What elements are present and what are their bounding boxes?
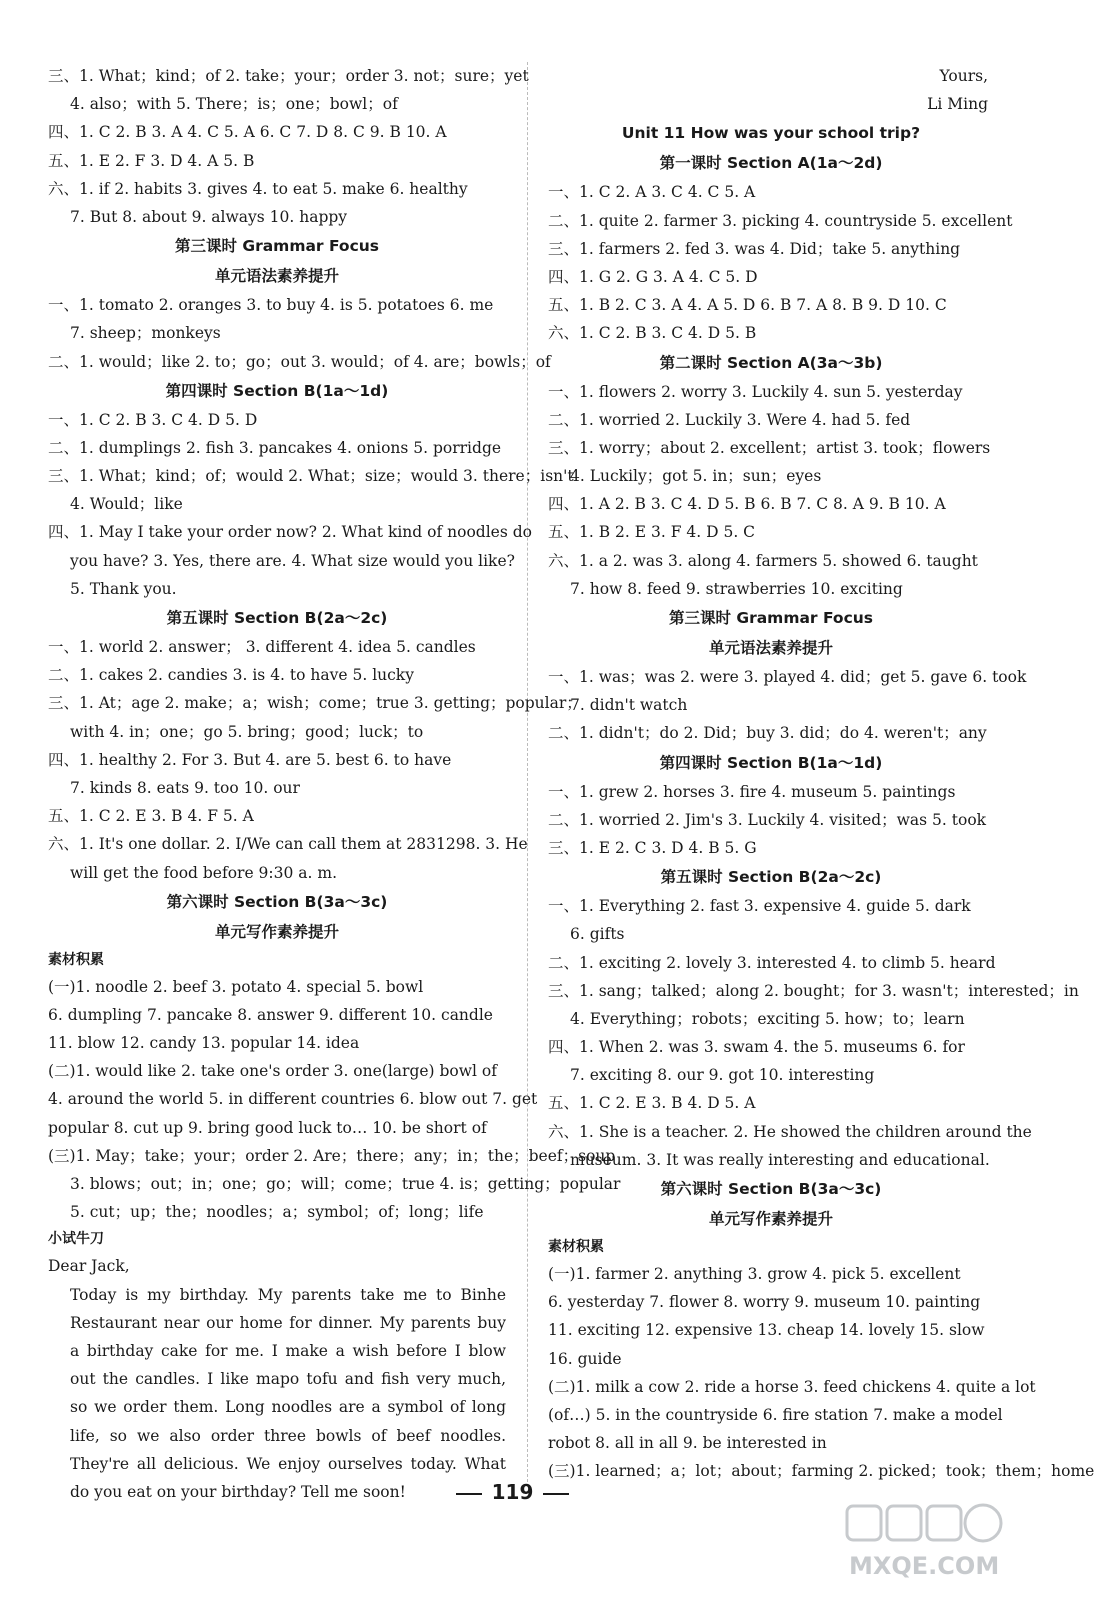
section-heading: 单元语法素养提升: [708, 639, 833, 657]
answer-line: 一、1. world 2. answer； 3. different 4. idea 5. candles: [48, 638, 476, 656]
answer-line: 16. guide: [548, 1349, 622, 1368]
answer-line: 一、1. C 2. B 3. C 4. D 5. D: [48, 410, 258, 429]
answer-line: 4. around the world 5. in different countries 6. blow out 7. get: [48, 1090, 538, 1109]
subheading: 素材积累: [548, 1239, 604, 1255]
section-heading: 第二课时 Section A(3a～3b): [659, 353, 883, 372]
answer-line: 五、1. C 2. E 3. B 4. D 5. A: [548, 1094, 756, 1113]
answer-line: 六、1. C 2. B 3. C 4. D 5. B: [548, 324, 757, 343]
answer-line: 7. didn't watch: [570, 696, 688, 715]
subheading: 小试牛刀: [48, 1231, 104, 1248]
answer-line: 7. how 8. feed 9. strawberries 10. exciting: [570, 579, 903, 598]
answer-line: museum. 3. It was really interesting and educational.: [570, 1150, 990, 1169]
answer-line: 五、1. B 2. E 3. F 4. D 5. C: [548, 523, 756, 542]
section-heading: 单元写作素养提升: [214, 922, 339, 941]
answer-line: 7. kinds 8. eats 9. too 10. our: [70, 778, 300, 797]
answer-line: 五、1. E 2. F 3. D 4. A 5. B: [48, 151, 255, 170]
section-heading: 第三课时 Grammar Focus: [174, 237, 380, 256]
answer-line: 6. dumpling 7. pancake 8. answer 9. different 10. candle: [48, 1005, 493, 1024]
page-number-dash-left: [456, 1493, 482, 1495]
section-heading: 第六课时 Section B(3a～3c): [166, 892, 388, 911]
answer-line: 4. also；with 5. There；is；one；bowl；of: [70, 95, 398, 114]
section-heading: 第四课时 Section B(1a～1d): [165, 381, 389, 400]
answer-line: with 4. in；one；go 5. bring；good；luck；to: [70, 722, 424, 741]
answer-line: 四、1. When 2. was 3. swam 4. the 5. museums 6. for: [548, 1038, 965, 1057]
answer-line: 一、1. flowers 2. worry 3. Luckily 4. sun 5. yesterday: [548, 382, 963, 401]
answer-line: Li Ming: [927, 95, 988, 114]
answer-line: will get the food before 9:30 a. m.: [70, 863, 338, 882]
answer-line: 6. gifts: [570, 925, 625, 944]
subheading: 素材积累: [48, 951, 104, 968]
answer-line: 六、1. if 2. habits 3. gives 4. to eat 5. make 6. healthy: [48, 179, 468, 198]
answer-line: 六、1. She is a teacher. 2. He showed the children around the: [548, 1122, 1032, 1141]
answer-line: (三)1. learned；a；lot；about；farming 2. picked；took；them；home: [548, 1462, 1094, 1481]
answer-line: 4. Everything；robots；exciting 5. how；to；learn: [570, 1009, 965, 1028]
answer-line: 三、1. What；kind；of；would 2. What；size；would 3. there；isn't: [48, 467, 574, 486]
answer-line: 二、1. cakes 2. candies 3. is 4. to have 5. lucky: [48, 666, 414, 685]
answer-line: 四、1. A 2. B 3. C 4. D 5. B 6. B 7. C 8. A 9. B 10. A: [548, 495, 946, 514]
column-divider: [527, 62, 528, 1482]
answer-line: 7. But 8. about 9. always 10. happy: [70, 207, 348, 226]
answer-line: 三、1. worry；about 2. excellent；artist 3. took；flowers: [548, 438, 991, 457]
essay-paragraph: Today is my birthday. My parents take me to Binhe Restaurant near our home for dinner. My parents buy a birthday cake for me. I make a wish before I blow out the candles. I like mapo tofu and fish very much, so we order them. Long noodles are a symbol of long life, so we also order three bowls of beef noodles. They're all delicious. We enjoy ourselves today. What do you eat on your birthday? Tell me soon!: [70, 1285, 506, 1501]
answer-line: 二、1. dumplings 2. fish 3. pancakes 4. onions 5. porridge: [48, 438, 502, 457]
answer-line: 4. Luckily；got 5. in；sun；eyes: [570, 467, 822, 486]
answer-line: 三、1. farmers 2. fed 3. was 4. Did；take 5. anything: [548, 239, 961, 258]
answer-line: 二、1. worried 2. Jim's 3. Luckily 4. visited；was 5. took: [548, 810, 987, 829]
answer-line: 三、1. What；kind；of 2. take；your；order 3. not；sure；yet: [48, 67, 529, 85]
answer-line: (二)1. milk a cow 2. ride a horse 3. feed chickens 4. quite a lot: [548, 1377, 1036, 1396]
answer-line: 六、1. a 2. was 3. along 4. farmers 5. showed 6. taught: [548, 551, 978, 570]
section-heading: 单元语法素养提升: [214, 267, 339, 286]
answer-line: 六、1. It's one dollar. 2. I/We can call them at 2831298. 3. He: [48, 835, 528, 854]
answer-line: 五、1. C 2. E 3. B 4. F 5. A: [48, 807, 254, 826]
answer-line: 4. Would；like: [70, 495, 183, 514]
answer-line: 6. yesterday 7. flower 8. worry 9. museum 10. painting: [548, 1293, 981, 1312]
watermark-logo: [843, 1500, 1011, 1584]
section-heading: 单元写作素养提升: [708, 1210, 833, 1228]
answer-line: (of…) 5. in the countryside 6. fire station 7. make a model: [548, 1405, 1003, 1424]
section-heading: Unit 11 How was your school trip?: [621, 124, 921, 143]
answer-line: 11. blow 12. candy 13. popular 14. idea: [48, 1034, 360, 1053]
answer-line: 二、1. would；like 2. to；go；out 3. would；of 4. are；bowls；of: [48, 352, 551, 371]
answer-line: (一)1. noodle 2. beef 3. potato 4. special 5. bowl: [48, 977, 424, 996]
answer-line: 二、1. worried 2. Luckily 3. Were 4. had 5. fed: [548, 410, 911, 429]
answer-line: 5. Thank you.: [70, 579, 177, 598]
answer-line: (三)1. May；take；your；order 2. Are；there；any；in；the；beef；soup: [48, 1146, 616, 1165]
answer-line: Yours,: [939, 67, 988, 85]
answer-line: 五、1. B 2. C 3. A 4. A 5. D 6. B 7. A 8. B 9. D 10. C: [548, 296, 947, 315]
answer-line: 三、1. E 2. C 3. D 4. B 5. G: [548, 838, 757, 857]
answer-line: 一、1. was；was 2. were 3. played 4. did；get 5. gave 6. took: [548, 668, 1027, 686]
answer-line: 二、1. exciting 2. lovely 3. interested 4. to climb 5. heard: [548, 953, 996, 972]
answer-line: 四、1. G 2. G 3. A 4. C 5. D: [548, 267, 758, 286]
answer-line: (二)1. would like 2. take one's order 3. one(large) bowl of: [48, 1062, 497, 1081]
answer-line: 11. exciting 12. expensive 13. cheap 14. lovely 15. slow: [548, 1321, 985, 1340]
answer-line: 三、1. sang；talked；along 2. bought；for 3. wasn't；interested；in: [548, 981, 1079, 1000]
answer-line: robot 8. all in all 9. be interested in: [548, 1434, 827, 1453]
section-heading: 第三课时 Grammar Focus: [668, 609, 874, 627]
section-heading: 第一课时 Section A(1a～2d): [659, 154, 883, 173]
answer-line: 二、1. didn't；do 2. Did；buy 3. did；do 4. weren't；any: [548, 724, 987, 743]
answer-line: 二、1. quite 2. farmer 3. picking 4. countryside 5. excellent: [548, 211, 1013, 230]
section-heading: 第五课时 Section B(2a～2c): [660, 868, 882, 887]
answer-line: 四、1. healthy 2. For 3. But 4. are 5. best 6. to have: [48, 750, 452, 769]
answer-line: 四、1. C 2. B 3. A 4. C 5. A 6. C 7. D 8. C 9. B 10. A: [48, 123, 447, 142]
answer-line: you have? 3. Yes, there are. 4. What size would you like?: [70, 551, 515, 570]
section-heading: 第六课时 Section B(3a～3c): [660, 1180, 882, 1198]
watermark-text: MXQE.COM: [849, 1552, 1000, 1580]
answer-line: 一、1. tomato 2. oranges 3. to buy 4. is 5. potatoes 6. me: [48, 296, 494, 315]
answer-line: 一、1. Everything 2. fast 3. expensive 4. guide 5. dark: [548, 897, 971, 916]
answer-line: 三、1. At；age 2. make；a；wish；come；true 3. getting；popular；: [48, 694, 582, 713]
answer-line: 3. blows；out；in；one；go；will；come；true 4. is；getting；popular: [70, 1175, 621, 1193]
answer-line: 7. exciting 8. our 9. got 10. interesting: [570, 1066, 875, 1085]
section-heading: 第四课时 Section B(1a～1d): [659, 753, 883, 772]
page-number-text: 119: [491, 1480, 534, 1504]
page-number-dash-right: [543, 1493, 569, 1495]
answer-line: 一、1. grew 2. horses 3. fire 4. museum 5. paintings: [548, 782, 956, 801]
answer-line: 7. sheep；monkeys: [70, 324, 221, 343]
answer-line: (一)1. farmer 2. anything 3. grow 4. pick 5. excellent: [548, 1265, 961, 1283]
right-column: [548, 62, 1094, 1486]
section-heading: 第五课时 Section B(2a～2c): [166, 609, 388, 627]
answer-line: Dear Jack,: [48, 1257, 130, 1276]
answer-line: popular 8. cut up 9. bring good luck to… 10. be short of: [48, 1118, 487, 1137]
answer-line: 一、1. C 2. A 3. C 4. C 5. A: [548, 183, 756, 202]
answer-line: 四、1. May I take your order now? 2. What kind of noodles do: [48, 523, 532, 542]
answer-line: 5. cut；up；the；noodles；a；symbol；of；long；life: [70, 1203, 484, 1222]
